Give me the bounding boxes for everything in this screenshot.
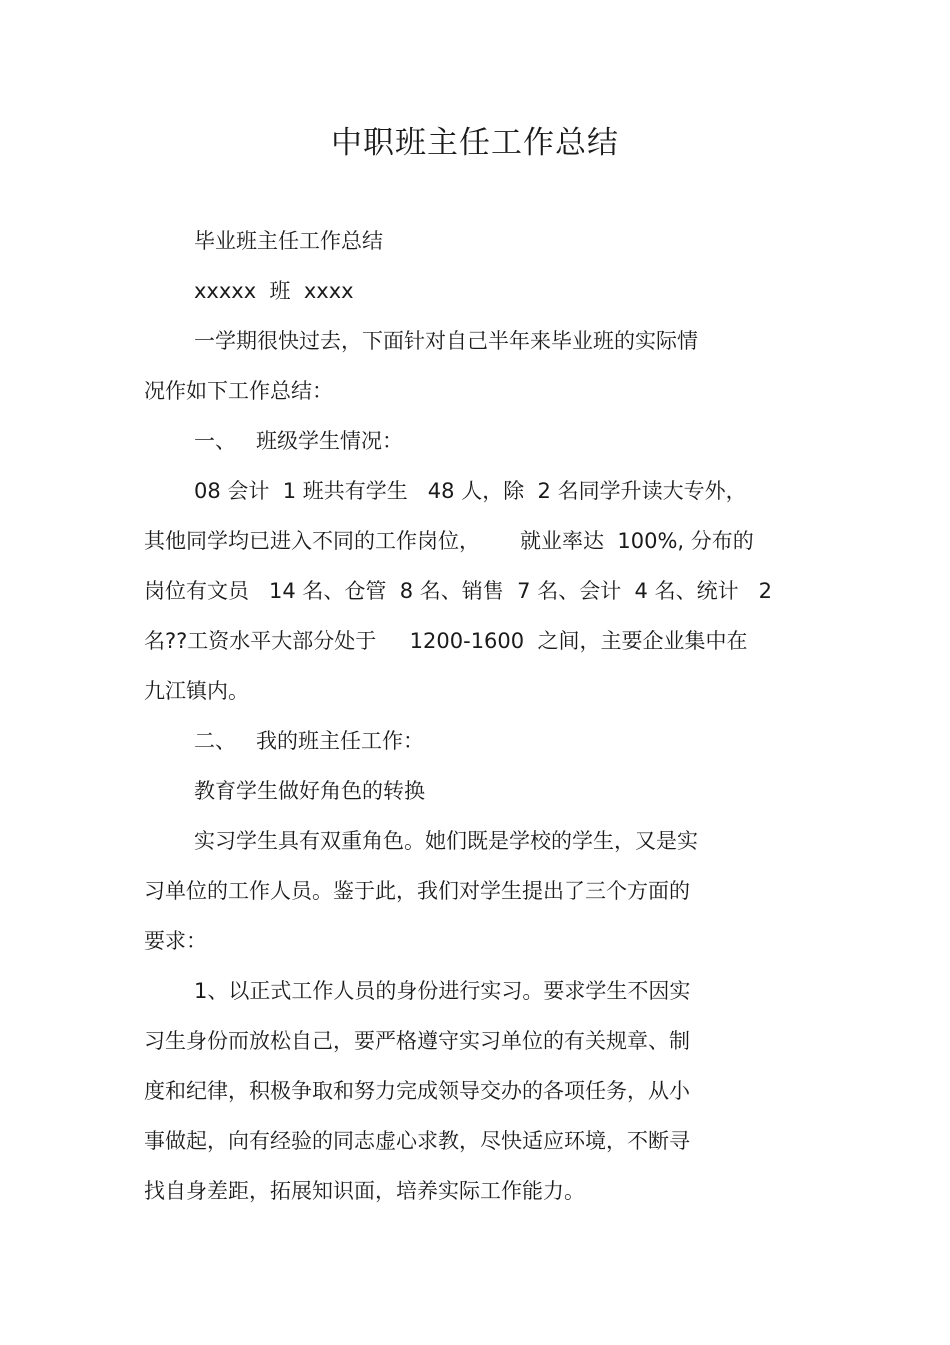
section-heading-1: 一、 班级学生情况： (194, 429, 404, 453)
body-line: 08 会计 1 班共有学生 48 人，除 2 名同学升读大专外， (194, 479, 747, 503)
body-line: 名??工资水平大部分处于 1200-1600 之间，主要企业集中在 (144, 629, 748, 653)
class-author-line: xxxxx 班 xxxx (194, 279, 354, 303)
body-line: 度和纪律，积极争取和努力完成领导交办的各项任务，从小 (144, 1079, 690, 1103)
body-line: 1、以正式工作人员的身份进行实习。要求学生不因实 (194, 979, 691, 1003)
body-line: 找自身差距，拓展知识面，培养实际工作能力。 (144, 1179, 585, 1203)
subtitle-line: 毕业班主任工作总结 (194, 229, 383, 253)
body-line: 一学期很快过去，下面针对自己半年来毕业班的实际情 (194, 329, 698, 353)
body-line: 其他同学均已进入不同的工作岗位， 就业率达 100%, 分布的 (144, 529, 754, 553)
body-line: 况作如下工作总结： (144, 379, 333, 403)
body-line: 岗位有文员 14 名、仓管 8 名、销售 7 名、会计 4 名、统计 2 (144, 579, 772, 603)
body-line: 要求： (144, 929, 207, 953)
body-line: 实习学生具有双重角色。她们既是学校的学生，又是实 (194, 829, 698, 853)
section-heading-2: 二、 我的班主任工作： (194, 729, 425, 753)
body-line: 习单位的工作人员。鉴于此，我们对学生提出了三个方面的 (144, 879, 690, 903)
body-line: 九江镇内。 (144, 679, 249, 703)
document-title: 中职班主任工作总结 (331, 125, 619, 161)
subheading: 教育学生做好角色的转换 (194, 779, 425, 803)
body-line: 事做起，向有经验的同志虚心求教，尽快适应环境，不断寻 (144, 1129, 690, 1153)
body-line: 习生身份而放松自己，要严格遵守实习单位的有关规章、制 (144, 1029, 690, 1053)
